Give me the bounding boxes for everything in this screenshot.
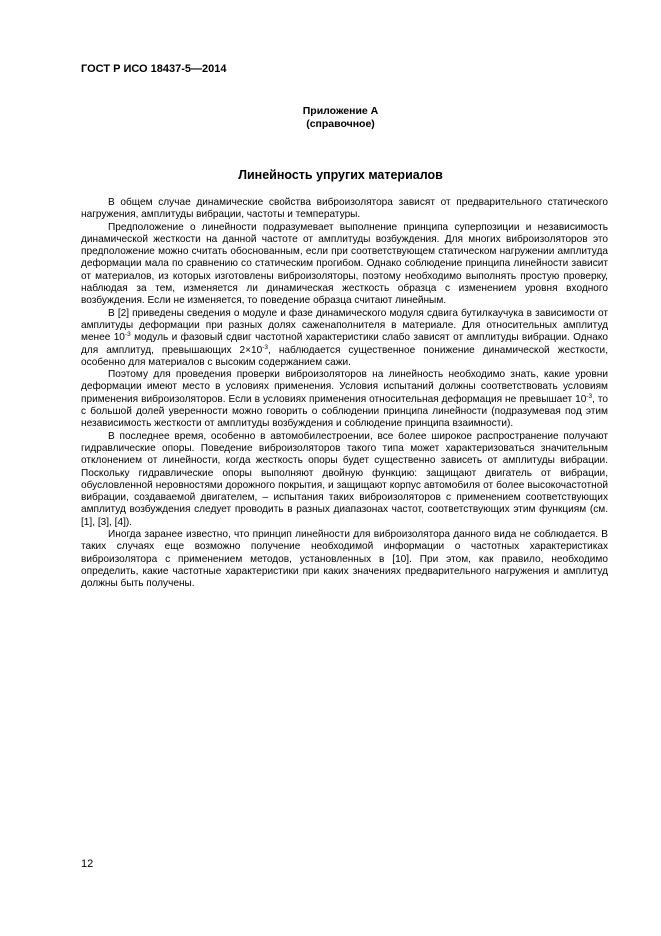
paragraph-3-part-a: В [2] приведены сведения о модуле и фазе динамического модуля сдвига бутилкаучука в зависимости от амплитуды деформации при разных долях саженаполнителя в материале. Для относительных амплитуд менее 10 [81,307,608,344]
paragraph-6: Иногда заранее известно, что принцип линейности для виброизолятора данного вида не соблюдается. В таких случаях еще возможно получение необходимой информации о частотных характеристиках виброизолятора с применением методов, установленных в [10]. При этом, как правило, необходимо определить, какие частотные характеристики при каких значениях предварительного нагружения и амплитуд должны быть получены. [81,529,608,590]
exponent: -3 [586,392,593,400]
paragraph-5: В последнее время, особенно в автомобилестроении, все более широкое распространение получают гидравлические опоры. Поведение виброизоляторов такого типа может характеризоваться значительным отклонением от линейности, когда жесткость опоры будет существенно зависеть от амплитуды вибрации. Поскольку гидравлические опоры выполняют двойную функцию: защищают двигатель от вибрации, обусловленной неровностями дорожного покрытия, и защищают корпус автомобиля от более высокочастотной вибрации, создаваемой двигателем, – испытания таких виброизоляторов с применением соответствующих амплитуд возбуждения следует проводить в разных диапазонах частот, соответствующих этим функциям (см. [1], [3], [4]). [81,430,608,528]
paragraph-4-part-b: , то с большой долей уверенности можно говорить о соблюдении принципа линейности (подразумевая под этим независимость жесткости от амплитуды возбуждения и соблюдение принципа взаимности). [81,393,609,430]
paragraph-3-part-c: , наблюдается существенное понижение динамической жесткости, особенно для материалов с высоким содержанием сажи. [81,344,608,368]
exponent: -3 [262,343,269,351]
body-text [81,197,608,591]
paragraph-1: В общем случае динамические свойства виброизолятора зависят от предварительного статического нагружения, амплитуды вибрации, частоты и температуры. [81,197,608,221]
standard-header: ГОСТ Р ИСО 18437-5—2014 [81,63,227,75]
section-title: Линейность упругих материалов [238,168,443,182]
annex-kind: (справочное) [306,118,375,130]
paragraph-4 [81,369,608,430]
annex-title: Приложение А [302,105,379,117]
paragraph-3 [81,308,608,369]
paragraph-2: Предположение о линейности подразумевает выполнение принципа суперпозиции и независимость динамической жесткости на данной частоте от амплитуды возбуждения. Для многих виброизоляторов это предположение можно считать обоснованным, если при соответствующем статическом нагружении амплитуда деформации мала по сравнению со статическим прогибом. Однако соблюдение принципа линейности зависит от материалов, из которых изготовлены виброизоляторы, поэтому необходимо выполнять простую проверку, наблюдая за тем, изменяется ли динамическая жесткость образца с изменением уровня входного возбуждения. Если не изменяется, то поведение образца считают линейным. [81,221,608,307]
page-number: 12 [81,858,94,870]
paragraph-4-part-a: Поэтому для проведения проверки виброизоляторов на линейность необходимо знать, какие уровни деформации имеют место в условиях применения. Условия испытаний должны соответствовать условиям применения виброизоляторов. Если в условиях применения относительная деформация не превышает 10 [81,369,608,405]
paragraph-3-part-b: модуль и фазовый сдвиг частотной характеристики слабо зависят от амплитуды вибрации. Однако для амплитуд, превышающих 2×10 [81,332,608,356]
exponent: -3 [124,331,131,339]
